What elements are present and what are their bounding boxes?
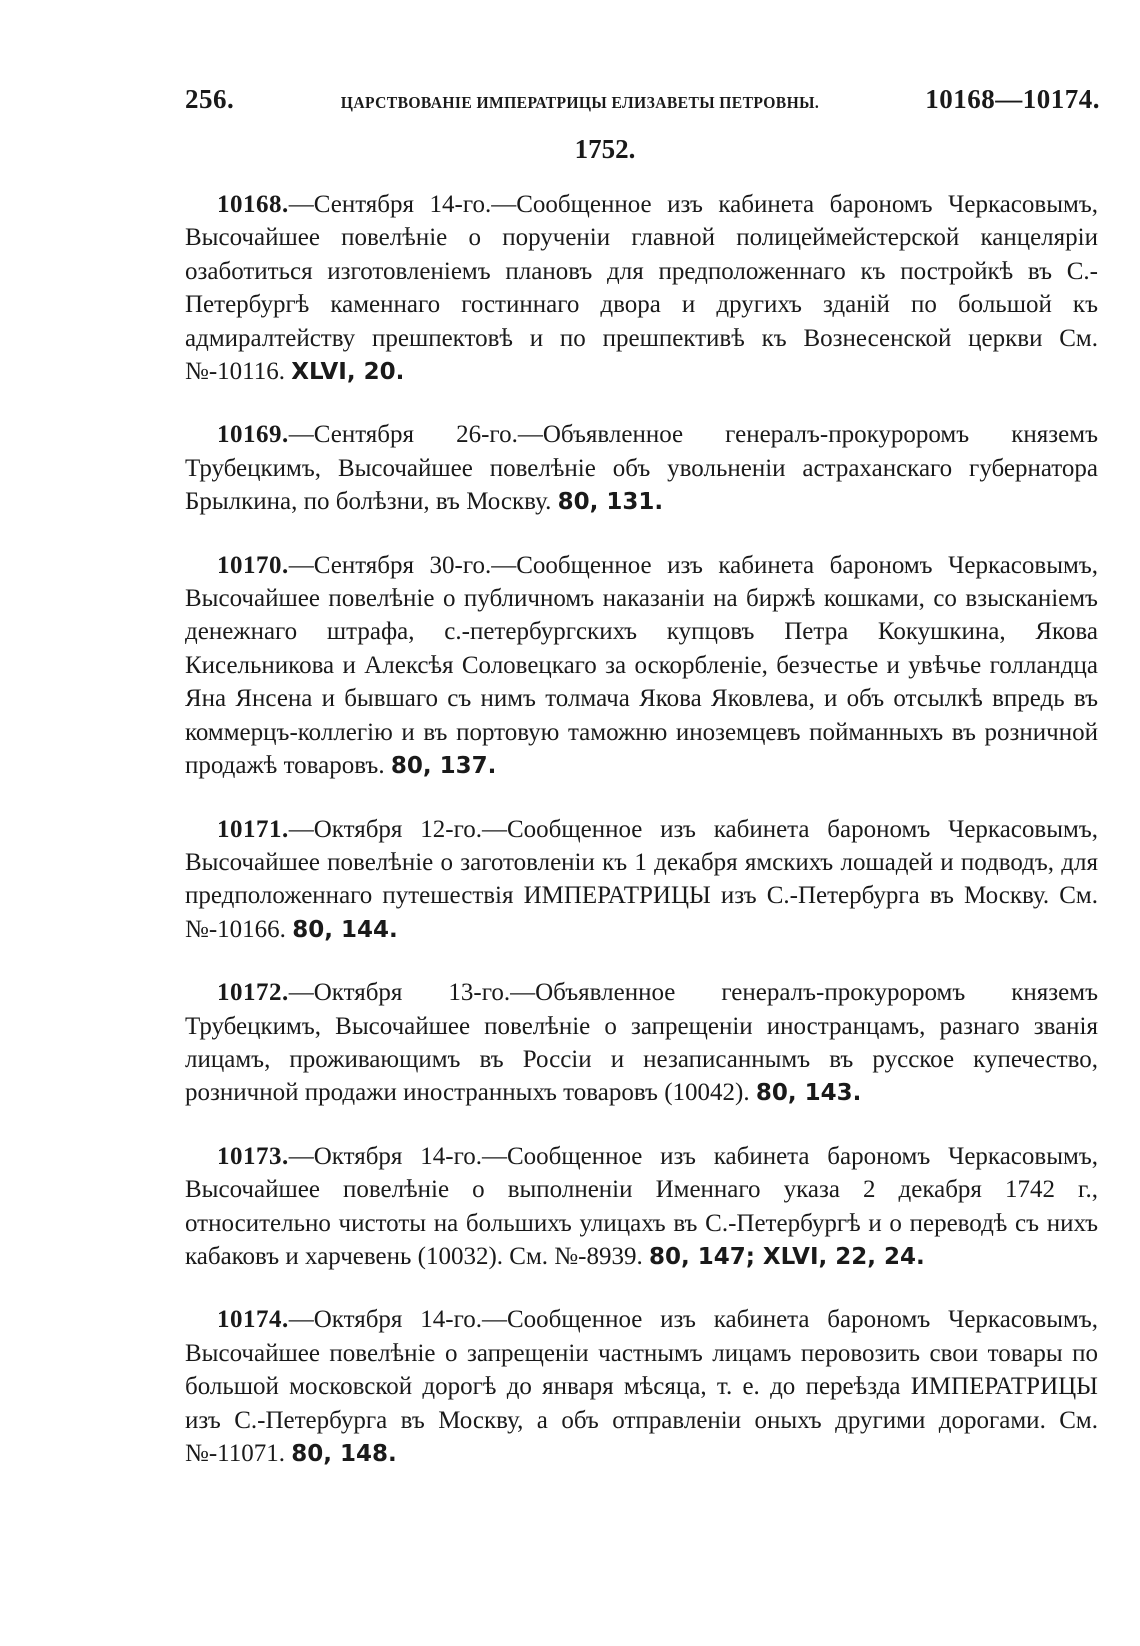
entry-text: —Октября 13-го.—Объявленное генералъ-прокуроромъ княземъ Трубецкимъ, Высочайшее повелѣніе о запрещеніи иностранцамъ, разнаго званія лицамъ, проживающимъ въ Россіи и незаписаннымъ въ русское купечество, розничной продажи иностранныхъ товаровъ (10042). bbox=[185, 979, 1098, 1107]
entry-text: —Октября 14-го.—Сообщенное изъ кабинета барономъ Черкасовымъ, Высочайшее повелѣніе о запрещеніи частнымъ лицамъ перовозить свои товары по большой московской дорогѣ до января мѣсяца, т. е. до переѣзда ИМПЕРАТРИЦЫ изъ С.-Петербурга въ Москву, а объ отправленіи оныхъ другими дорогами. См. №-11071. bbox=[185, 1306, 1098, 1467]
entry-reference: 80, 137. bbox=[390, 753, 497, 780]
entry-reference: 80, 147; XLVI, 22, 24. bbox=[648, 1243, 925, 1270]
entry bbox=[185, 813, 1098, 948]
entry-number: 10170. bbox=[217, 551, 289, 579]
entry-number: 10168. bbox=[217, 191, 289, 218]
entry-text: —Сентября 30-го.—Сообщенное изъ кабинета барономъ Черкасовымъ, Высочайшее повелѣніе о публичномъ наказаніи на биржѣ кошками, со взысканіемъ денежнаго штрафа, с.-петербургскихъ купцовъ Петра Кокушкина, Якова Кисельникова и Алексѣя Соловецкаго за оскорбленіе, безчестье и увѣчье голландца Яна Янсена и бывшаго съ нимъ толмача Якова Яковлева, и объ отсылкѣ впредь въ коммерцъ-коллегію и въ портовую таможню иноземцевъ пойманныхъ въ розничной продажѣ товаровъ. bbox=[185, 551, 1098, 780]
entry bbox=[185, 188, 1098, 389]
entry-reference: 80, 144. bbox=[292, 916, 398, 943]
entry-number: 10174. bbox=[217, 1306, 289, 1334]
entry bbox=[185, 549, 1098, 784]
entry-number: 10171. bbox=[217, 815, 289, 843]
entry-text: —Сентября 14-го.—Сообщенное изъ кабинета барономъ Черкасовымъ, Высочайшее повелѣніе о порученіи главной полицеймейстерской канцеляріи озаботиться изготовленіемъ плановъ для предположеннаго къ постройкѣ въ С.-Петербургѣ каменнаго гостиннаго двора и другихъ зданій по большой къ адмиралтейству прешпектовѣ и по прешпективѣ къ Вознесенской церкви См. №-10116. bbox=[185, 191, 1098, 386]
entry-range: 10168—10174. bbox=[925, 84, 1100, 114]
entry bbox=[185, 1303, 1098, 1471]
entry-text: —Сентября 26-го.—Объявленное генералъ-прокуроромъ княземъ Трубецкимъ, Высочайшее повелѣніе объ увольненіи астраханскаго губернатора Брылкина, по болѣзни, въ Москву. bbox=[185, 421, 1098, 516]
entry bbox=[185, 976, 1098, 1111]
page-number: 256. bbox=[185, 84, 235, 114]
running-title: ЦАРСТВОВАНІЕ ИМПЕРАТРИЦЫ ЕЛИЗАВЕТЫ ПЕТРОВНЫ. bbox=[340, 93, 819, 112]
entry bbox=[185, 1140, 1098, 1275]
entry bbox=[185, 418, 1098, 519]
entry-reference: 80, 143. bbox=[755, 1080, 862, 1107]
running-header bbox=[185, 84, 1100, 124]
entry-text: —Октября 14-го.—Сообщенное изъ кабинета барономъ Черкасовымъ, Высочайшее повелѣніе о выполненіи Именнаго указа 2 декабря 1742 г., относительно чистоты на большихъ улицахъ въ С.-Петербургѣ и о переводѣ съ нихъ кабаковъ и харчевень (10032). См. №-8939. bbox=[185, 1142, 1098, 1270]
entry-number: 10169. bbox=[217, 421, 289, 449]
year-heading: 1752. bbox=[574, 134, 636, 164]
entry-reference: 80, 148. bbox=[291, 1441, 397, 1467]
entry-reference: 80, 131. bbox=[557, 489, 664, 516]
entry-text: —Октября 12-го.—Сообщенное изъ кабинета барономъ Черкасовымъ, Высочайшее повелѣніе о заготовленіи къ 1 декабря ямскихъ лошадей и подводъ, для предположеннаго путешествія ИМПЕРАТРИЦЫ изъ С.-Петербурга въ Москву. См. №-10166. bbox=[185, 815, 1098, 943]
entry-reference: XLVI, 20. bbox=[291, 359, 405, 386]
entry-number: 10172. bbox=[217, 979, 289, 1007]
entries-list bbox=[185, 188, 1098, 1500]
entry-number: 10173. bbox=[217, 1142, 289, 1170]
